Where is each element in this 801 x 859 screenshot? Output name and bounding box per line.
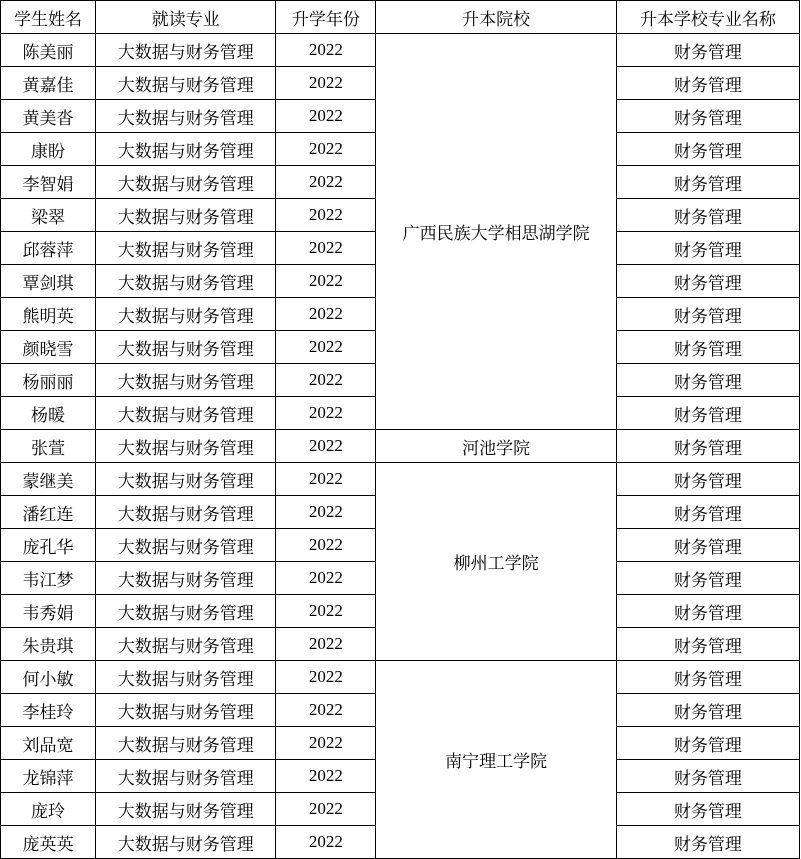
header-student-name: 学生姓名 (1, 1, 96, 34)
year-cell: 2022 (276, 529, 376, 562)
target-major-cell: 财务管理 (616, 694, 799, 727)
year-cell: 2022 (276, 166, 376, 199)
header-target-major: 升本学校专业名称 (616, 1, 799, 34)
year-cell: 2022 (276, 562, 376, 595)
major-cell: 大数据与财务管理 (96, 199, 276, 232)
student-name-cell: 庞玲 (1, 793, 96, 826)
table-body (1, 34, 800, 859)
student-name-cell: 韦秀娟 (1, 595, 96, 628)
table-row (1, 34, 800, 67)
target-major-cell: 财务管理 (616, 298, 799, 331)
target-major-cell: 财务管理 (616, 34, 799, 67)
student-name-cell: 庞英英 (1, 826, 96, 859)
table-row (1, 430, 800, 463)
table-row (1, 463, 800, 496)
year-cell: 2022 (276, 265, 376, 298)
major-cell: 大数据与财务管理 (96, 595, 276, 628)
major-cell: 大数据与财务管理 (96, 694, 276, 727)
target-major-cell: 财务管理 (616, 727, 799, 760)
student-name-cell: 陈美丽 (1, 34, 96, 67)
student-name-cell: 张萱 (1, 430, 96, 463)
target-major-cell: 财务管理 (616, 67, 799, 100)
target-major-cell: 财务管理 (616, 463, 799, 496)
major-cell: 大数据与财务管理 (96, 232, 276, 265)
year-cell: 2022 (276, 463, 376, 496)
major-cell: 大数据与财务管理 (96, 100, 276, 133)
major-cell: 大数据与财务管理 (96, 496, 276, 529)
header-major: 就读专业 (96, 1, 276, 34)
year-cell: 2022 (276, 397, 376, 430)
table-row (1, 661, 800, 694)
target-major-cell: 财务管理 (616, 529, 799, 562)
year-cell: 2022 (276, 430, 376, 463)
student-name-cell: 庞孔华 (1, 529, 96, 562)
target-major-cell: 财务管理 (616, 100, 799, 133)
target-major-cell: 财务管理 (616, 166, 799, 199)
target-major-cell: 财务管理 (616, 199, 799, 232)
year-cell: 2022 (276, 760, 376, 793)
target-school-cell: 柳州工学院 (376, 463, 616, 661)
header-row (1, 1, 800, 34)
major-cell: 大数据与财务管理 (96, 331, 276, 364)
student-name-cell: 朱贵琪 (1, 628, 96, 661)
year-cell: 2022 (276, 364, 376, 397)
target-major-cell: 财务管理 (616, 760, 799, 793)
major-cell: 大数据与财务管理 (96, 397, 276, 430)
target-major-cell: 财务管理 (616, 430, 799, 463)
target-major-cell: 财务管理 (616, 232, 799, 265)
major-cell: 大数据与财务管理 (96, 562, 276, 595)
major-cell: 大数据与财务管理 (96, 529, 276, 562)
year-cell: 2022 (276, 133, 376, 166)
year-cell: 2022 (276, 67, 376, 100)
student-name-cell: 熊明英 (1, 298, 96, 331)
year-cell: 2022 (276, 496, 376, 529)
target-major-cell: 财务管理 (616, 265, 799, 298)
major-cell: 大数据与财务管理 (96, 826, 276, 859)
student-name-cell: 黄美沓 (1, 100, 96, 133)
year-cell: 2022 (276, 628, 376, 661)
major-cell: 大数据与财务管理 (96, 661, 276, 694)
major-cell: 大数据与财务管理 (96, 463, 276, 496)
table-header (1, 1, 800, 34)
student-name-cell: 邱蓉萍 (1, 232, 96, 265)
major-cell: 大数据与财务管理 (96, 166, 276, 199)
student-name-cell: 李桂玲 (1, 694, 96, 727)
target-major-cell: 财务管理 (616, 628, 799, 661)
student-name-cell: 李智娟 (1, 166, 96, 199)
year-cell: 2022 (276, 826, 376, 859)
year-cell: 2022 (276, 727, 376, 760)
student-name-cell: 黄嘉佳 (1, 67, 96, 100)
major-cell: 大数据与财务管理 (96, 727, 276, 760)
target-major-cell: 财务管理 (616, 397, 799, 430)
major-cell: 大数据与财务管理 (96, 133, 276, 166)
header-target-school: 升本院校 (376, 1, 616, 34)
student-name-cell: 韦江梦 (1, 562, 96, 595)
major-cell: 大数据与财务管理 (96, 628, 276, 661)
target-major-cell: 财务管理 (616, 661, 799, 694)
student-name-cell: 杨丽丽 (1, 364, 96, 397)
student-name-cell: 覃剑琪 (1, 265, 96, 298)
student-name-cell: 刘品宽 (1, 727, 96, 760)
student-name-cell: 龙锦萍 (1, 760, 96, 793)
year-cell: 2022 (276, 694, 376, 727)
student-name-cell: 何小敏 (1, 661, 96, 694)
target-major-cell: 财务管理 (616, 826, 799, 859)
student-name-cell: 潘红连 (1, 496, 96, 529)
target-major-cell: 财务管理 (616, 562, 799, 595)
target-school-cell: 南宁理工学院 (376, 661, 616, 859)
target-major-cell: 财务管理 (616, 364, 799, 397)
target-school-cell: 河池学院 (376, 430, 616, 463)
year-cell: 2022 (276, 331, 376, 364)
target-major-cell: 财务管理 (616, 595, 799, 628)
target-major-cell: 财务管理 (616, 793, 799, 826)
student-name-cell: 蒙继美 (1, 463, 96, 496)
year-cell: 2022 (276, 661, 376, 694)
student-name-cell: 梁翠 (1, 199, 96, 232)
year-cell: 2022 (276, 199, 376, 232)
year-cell: 2022 (276, 232, 376, 265)
target-major-cell: 财务管理 (616, 133, 799, 166)
major-cell: 大数据与财务管理 (96, 298, 276, 331)
major-cell: 大数据与财务管理 (96, 430, 276, 463)
target-major-cell: 财务管理 (616, 496, 799, 529)
student-name-cell: 颜晓雪 (1, 331, 96, 364)
target-school-cell: 广西民族大学相思湖学院 (376, 34, 616, 430)
major-cell: 大数据与财务管理 (96, 760, 276, 793)
header-year: 升学年份 (276, 1, 376, 34)
major-cell: 大数据与财务管理 (96, 67, 276, 100)
major-cell: 大数据与财务管理 (96, 34, 276, 67)
year-cell: 2022 (276, 595, 376, 628)
year-cell: 2022 (276, 34, 376, 67)
target-major-cell: 财务管理 (616, 331, 799, 364)
year-cell: 2022 (276, 100, 376, 133)
major-cell: 大数据与财务管理 (96, 364, 276, 397)
year-cell: 2022 (276, 793, 376, 826)
student-name-cell: 康盼 (1, 133, 96, 166)
major-cell: 大数据与财务管理 (96, 265, 276, 298)
year-cell: 2022 (276, 298, 376, 331)
student-name-cell: 杨暖 (1, 397, 96, 430)
major-cell: 大数据与财务管理 (96, 793, 276, 826)
